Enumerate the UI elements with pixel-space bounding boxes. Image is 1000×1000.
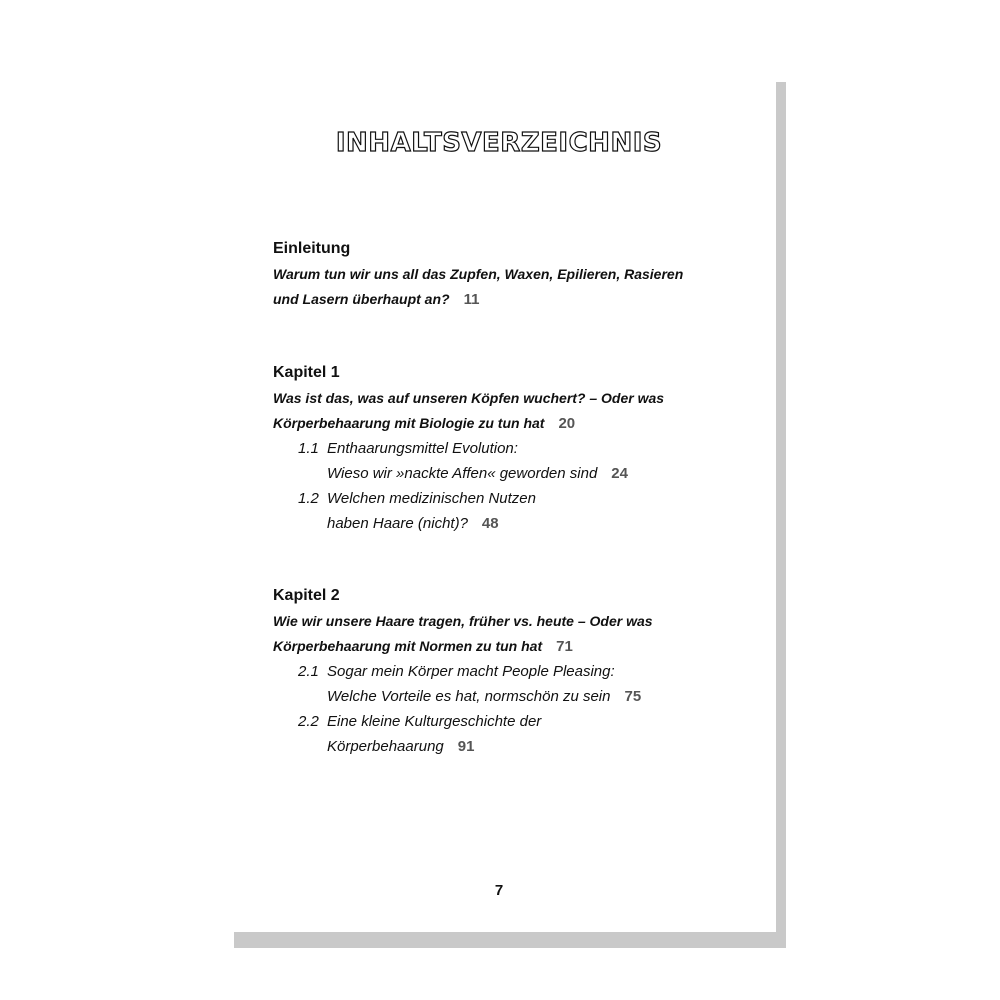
subentry-number: 2.1 xyxy=(298,663,319,680)
subentry-line: Wieso wir »nackte Affen« geworden sind 24 xyxy=(327,465,628,482)
toc-entry-kapitel-2 xyxy=(273,583,733,759)
toc-subentry-1-2 xyxy=(273,486,733,536)
toc-subentry-1-1 xyxy=(273,436,733,486)
entry-title-line: Warum tun wir uns all das Zupfen, Waxen, Epilieren, Rasieren xyxy=(273,266,684,282)
page-ref: 20 xyxy=(558,415,576,432)
toc-subentry-2-1 xyxy=(273,659,733,709)
entry-heading: Kapitel 2 xyxy=(273,587,340,604)
toc-entry-kapitel-1 xyxy=(273,360,733,536)
subentry-number: 2.2 xyxy=(298,713,319,730)
page-ref: 75 xyxy=(624,688,642,705)
entry-title-line: Was ist das, was auf unseren Köpfen wuchert? – Oder was xyxy=(273,390,665,406)
subentry-number: 1.2 xyxy=(298,490,319,507)
entry-heading: Einleitung xyxy=(273,240,351,257)
entry-title-line: und Lasern überhaupt an? 11 xyxy=(273,291,480,308)
page-title: INHALTSVERZEICHNIS xyxy=(335,128,663,158)
entry-title-line: Körperbehaarung mit Biologie zu tun hat 20 xyxy=(273,415,576,432)
subentry-line: haben Haare (nicht)? 48 xyxy=(327,515,499,532)
toc-entry-einleitung xyxy=(273,236,733,312)
page-ref: 11 xyxy=(463,291,480,308)
page-ref: 91 xyxy=(457,738,475,755)
subentry-line: Sogar mein Körper macht People Pleasing: xyxy=(327,663,615,680)
subentry-line: Körperbehaarung 91 xyxy=(327,738,475,755)
page-ref: 48 xyxy=(481,515,499,532)
entry-title-line: Wie wir unsere Haare tragen, früher vs. heute – Oder was xyxy=(273,613,653,629)
subentry-line: Welchen medizinischen Nutzen xyxy=(327,490,536,507)
book-page xyxy=(222,72,776,932)
subentry-number: 1.1 xyxy=(298,440,319,457)
subentry-line: Enthaarungsmittel Evolution: xyxy=(327,440,518,457)
subentry-line: Welche Vorteile es hat, normschön zu sein 75 xyxy=(327,688,642,705)
page-number: 7 xyxy=(494,882,504,899)
page-ref: 71 xyxy=(556,638,573,655)
entry-heading: Kapitel 1 xyxy=(273,364,340,381)
subentry-line: Eine kleine Kulturgeschichte der xyxy=(327,713,542,730)
entry-title-line: Körperbehaarung mit Normen zu tun hat 71 xyxy=(273,638,573,655)
page-ref: 24 xyxy=(611,465,628,482)
toc-subentry-2-2 xyxy=(273,709,733,759)
